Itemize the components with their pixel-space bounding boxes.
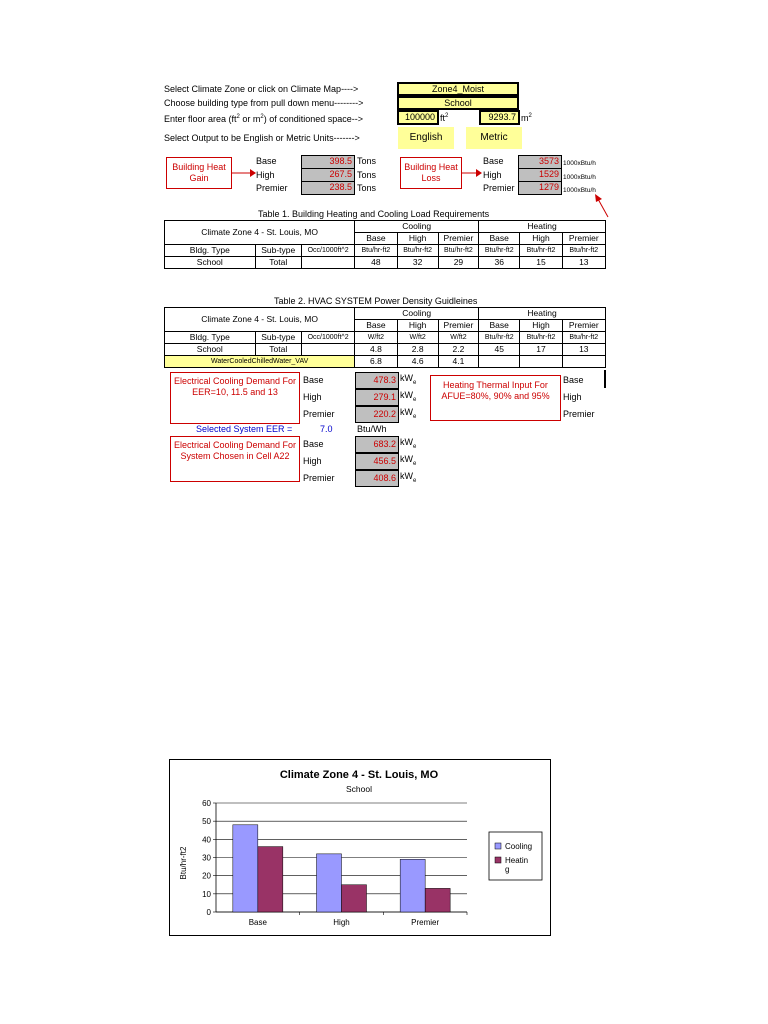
heating-input-divider [604,370,606,388]
table1-sub-cell: Total [255,257,301,269]
heat-gain-high-value: 267.5 [301,168,355,182]
floor-area-prompt-a: Enter floor area (ft [164,114,237,124]
unit-kw-sub: e [413,443,417,450]
table2-system-value: 4.1 [438,356,478,368]
elec-cooling-premier-label: Premier [303,409,335,419]
table1-title: Table 1. Building Heating and Cooling Load Requirements [258,209,490,219]
selected-eer-value: 7.0 [320,424,333,434]
heat-loss-note-arrow [594,194,610,218]
table2-system-empty [562,356,605,368]
heating-input-base-label: Base [563,375,584,385]
legend-label-heating-line2: g [505,865,510,874]
unit-kw: kW [400,407,413,417]
english-units-button[interactable]: English [398,127,454,149]
table1-cooling-header: Cooling [355,221,479,233]
table1-occ-header: Occ/1000ft^2 [301,245,354,257]
unit-m: m [521,113,529,123]
heat-loss-base-unit: 1000xBtu/h [563,160,596,167]
bar-cooling-premier [400,859,425,912]
elec-cooling-high-unit [400,390,416,406]
elec-system-premier-value: 408.6 [355,470,399,487]
unit-kw: kW [400,454,413,464]
floor-area-prompt-b: or m [239,114,261,124]
unit-kw-sub: e [413,477,417,484]
floor-area-m2-input[interactable]: 9293.7 [479,110,520,125]
table2-unit: Btu/hr-ft2 [520,332,562,344]
heating-thermal-input-label: Heating Thermal Input For AFUE=80%, 90% and 95% [430,375,561,421]
bar-cooling-base [233,825,258,912]
elec-cooling-base-label: Base [303,375,324,385]
chart-subtitle: School [346,784,372,794]
elec-system-premier-label: Premier [303,473,335,483]
bar-cooling-high [317,854,342,912]
table2-title: Table 2. HVAC SYSTEM Power Density Guidleines [274,296,478,306]
table2-level: Premier [438,320,478,332]
y-tick-label: 50 [202,817,211,827]
unit-ft: ft [440,113,446,123]
table1-unit: Btu/hr-ft2 [355,245,397,257]
table2-system-value: 6.8 [355,356,397,368]
unit-kw-sub: e [413,379,417,386]
table2-level: High [520,320,562,332]
heat-gain-premier-unit: Tons [357,183,377,193]
heating-input-premier-label: Premier [563,409,595,419]
unit-kw: kW [400,373,413,383]
table2-value: 13 [562,344,605,356]
electrical-cooling-demand-label: Electrical Cooling Demand For EER=10, 11.5 and 13 [170,372,300,424]
table1-level: Base [479,233,520,245]
bar-heating-premier [425,888,450,912]
climate-zone-prompt: Select Climate Zone or click on Climate Map----> [164,84,359,94]
table1-occ-cell [301,257,354,269]
y-tick-label: 0 [206,908,211,917]
table1-value: 13 [562,257,605,269]
legend-label-cooling: Cooling [505,842,533,851]
y-tick-label: 40 [202,835,211,845]
heat-loss-premier-label: Premier [483,183,515,193]
elec-system-base-unit [400,437,416,453]
elec-cooling-premier-value: 220.2 [355,406,399,423]
table1-level: High [520,233,562,245]
building-type-select[interactable]: School [397,96,519,110]
table2-system-empty [479,356,520,368]
y-tick-label: 10 [202,889,211,899]
elec-system-premier-unit [400,471,416,487]
table1-unit: Btu/hr-ft2 [479,245,520,257]
table1-level: Base [355,233,397,245]
unit-kw-sub: e [413,396,417,403]
unit-kw-sub: e [413,413,417,420]
table1-bldg-header: Bldg. Type [165,245,256,257]
table2-sub-header: Sub-type [255,332,301,344]
table2-heating-header: Heating [479,308,606,320]
load-chart [169,759,551,936]
heat-loss-high-value: 1529 [518,168,562,182]
table2-value: 2.2 [438,344,478,356]
sup: 2 [236,114,240,120]
heat-loss-high-unit: 1000xBtu/h [563,174,596,181]
heat-gain-arrow [232,168,256,178]
heat-gain-base-label: Base [256,156,277,166]
elec-cooling-base-unit [400,373,416,389]
elec-system-base-value: 683.2 [355,436,399,453]
unit-m2 [521,111,532,124]
system-cooling-demand-label: Electrical Cooling Demand For System Chosen in Cell A22 [170,436,300,482]
table2-level: Premier [562,320,605,332]
chart-title: Climate Zone 4 - St. Louis, MO [279,769,439,781]
elec-system-base-label: Base [303,439,324,449]
table1-value: 36 [479,257,520,269]
table2-level: High [397,320,438,332]
legend-swatch-cooling [495,843,501,849]
table2-bldg-cell: School [165,344,256,356]
heat-gain-base-value: 398.5 [301,155,355,169]
sup: 2 [445,113,449,119]
table2-system-empty [520,356,562,368]
heat-loss-arrow [462,168,482,178]
table2-occ-cell [301,344,354,356]
unit-kw: kW [400,471,413,481]
elec-cooling-high-label: High [303,392,322,402]
table2-level: Base [355,320,397,332]
chart-ylabel: Btu/hr-ft2 [179,846,188,880]
heat-gain-premier-value: 238.5 [301,181,355,195]
heating-input-high-label: High [563,392,582,402]
table1-value: 32 [397,257,438,269]
sup: 2 [528,113,532,119]
x-tick-label: Base [248,918,267,927]
building-type-prompt: Choose building type from pull down menu--------> [164,98,364,108]
building-heat-gain-label: Building Heat Gain [166,157,232,189]
elec-system-high-value: 456.5 [355,453,399,470]
table2-value: 45 [479,344,520,356]
table1-level: Premier [562,233,605,245]
table2-level: Base [479,320,520,332]
table1-level: High [397,233,438,245]
table2-system-value: 4.6 [397,356,438,368]
table1-zone: Climate Zone 4 - St. Louis, MO [165,221,355,245]
metric-units-button[interactable]: Metric [466,127,522,149]
floor-area-prompt-c: ) of conditioned space--> [263,114,364,124]
table1-level: Premier [438,233,478,245]
y-tick-label: 20 [202,871,211,881]
output-units-prompt: Select Output to be English or Metric Units-------> [164,133,360,143]
table1 [164,220,606,269]
heat-loss-base-label: Base [483,156,504,166]
heat-loss-premier-value: 1279 [518,181,562,195]
climate-zone-select[interactable]: Zone4_Moist [397,82,519,96]
table1-unit: Btu/hr-ft2 [397,245,438,257]
y-tick-label: 60 [202,799,211,808]
table1-unit: Btu/hr-ft2 [562,245,605,257]
floor-area-ft2-input[interactable]: 100000 [397,110,439,125]
x-tick-label: High [333,918,350,927]
table1-unit: Btu/hr-ft2 [520,245,562,257]
table1-sub-header: Sub-type [255,245,301,257]
legend-label-heating-line1: Heatin [505,856,529,865]
table1-value: 29 [438,257,478,269]
bar-heating-base [258,847,283,912]
heat-gain-base-unit: Tons [357,156,377,166]
x-tick-label: Premier [411,918,440,927]
table2-sub-cell: Total [255,344,301,356]
table2-occ-header: Occ/1000ft^2 [301,332,354,344]
unit-ft2 [440,111,448,124]
table2-unit: W/ft2 [397,332,438,344]
elec-system-high-unit [400,454,416,470]
heat-loss-base-value: 3573 [518,155,562,169]
table2-zone: Climate Zone 4 - St. Louis, MO [165,308,355,332]
table2-value: 2.8 [397,344,438,356]
elec-cooling-premier-unit [400,407,416,423]
table1-heating-header: Heating [479,221,606,233]
table2-value: 4.8 [355,344,397,356]
heat-gain-high-label: High [256,170,275,180]
table2-unit: Btu/hr-ft2 [562,332,605,344]
table2-unit: W/ft2 [438,332,478,344]
building-heat-loss-label: Building Heat Loss [400,157,462,189]
heat-gain-high-unit: Tons [357,170,377,180]
selected-eer-unit: Btu/Wh [357,424,387,434]
elec-system-high-label: High [303,456,322,466]
unit-kw: kW [400,390,413,400]
sup: 2 [260,114,264,120]
table2-bldg-header: Bldg. Type [165,332,256,344]
heat-loss-high-label: High [483,170,502,180]
table2-cooling-header: Cooling [355,308,479,320]
hvac-system-select[interactable]: WaterCooledChilledWater_VAV [165,356,355,368]
selected-eer-label: Selected System EER = [196,424,293,434]
heat-loss-premier-unit: 1000xBtu/h [563,187,596,194]
table2-unit: W/ft2 [355,332,397,344]
unit-kw: kW [400,437,413,447]
bar-heating-high [342,885,367,912]
unit-kw-sub: e [413,460,417,467]
y-tick-label: 30 [202,853,211,863]
floor-area-prompt [164,112,363,125]
table2-unit: Btu/hr-ft2 [479,332,520,344]
table1-value: 48 [355,257,397,269]
elec-cooling-base-value: 478.3 [355,372,399,389]
elec-cooling-high-value: 279.1 [355,389,399,406]
table2 [164,307,606,368]
heat-gain-premier-label: Premier [256,183,288,193]
table1-value: 15 [520,257,562,269]
legend-swatch-heating [495,857,501,863]
chart-legend [489,832,542,880]
table2-value: 17 [520,344,562,356]
table1-bldg-cell: School [165,257,256,269]
table1-unit: Btu/hr-ft2 [438,245,478,257]
